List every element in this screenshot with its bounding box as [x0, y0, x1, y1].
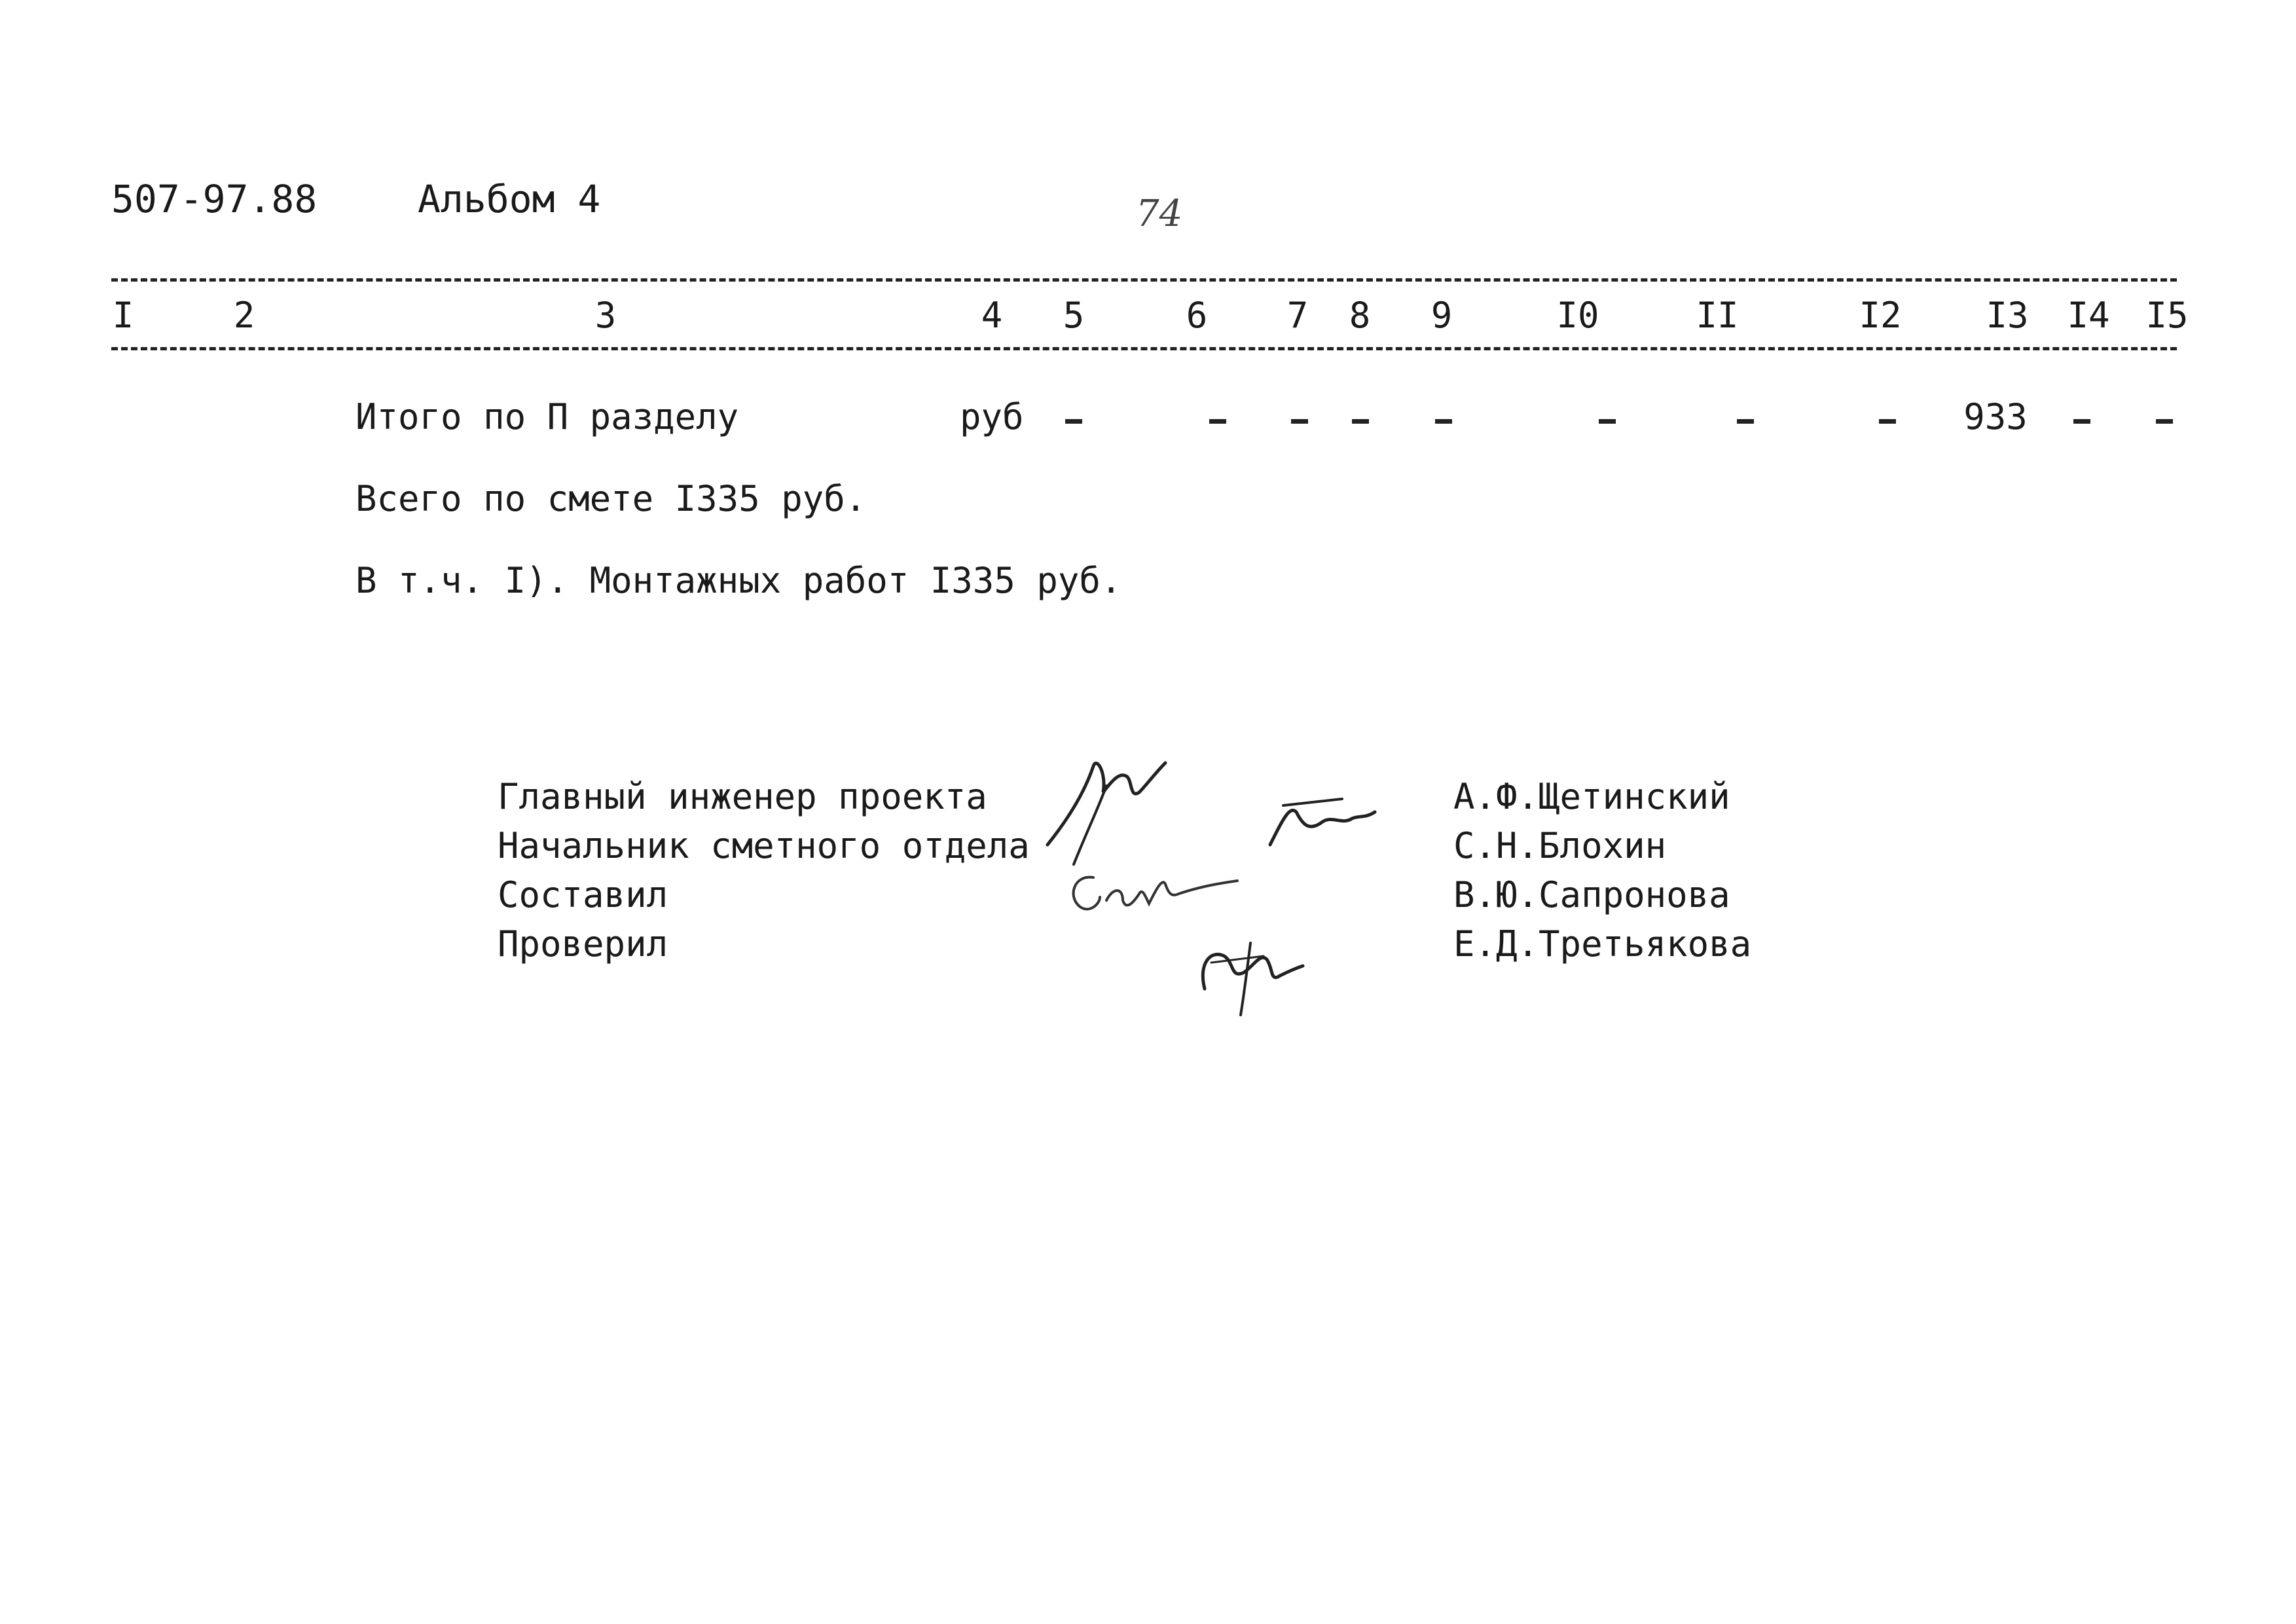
dashed-rule-top	[111, 278, 2177, 282]
column-number: 7	[1286, 295, 1309, 336]
summary-value-dash	[1209, 419, 1226, 424]
summary-value-dash	[1599, 419, 1616, 424]
column-number: 8	[1349, 295, 1371, 336]
column-number: 6	[1186, 295, 1208, 336]
summary-value-dash	[1435, 419, 1452, 424]
column-number: 5	[1063, 295, 1085, 336]
column-number: 3	[594, 295, 617, 336]
handwritten-page-number	[1133, 190, 1192, 236]
summary-value-col13: 933	[1963, 396, 2028, 437]
signatory-name: Е.Д.Третьякова	[1453, 923, 1752, 965]
signature-titles	[498, 776, 1030, 976]
signature-names	[1453, 776, 1752, 976]
column-number: I	[112, 295, 134, 336]
svg-text:74: 74	[1136, 193, 1183, 235]
summary-value-dash	[1065, 419, 1082, 424]
signature-title: Начальник сметного отдела	[498, 825, 1030, 866]
column-number: 2	[233, 295, 255, 336]
signatory-name: В.Ю.Сапронова	[1453, 874, 1730, 915]
dashed-rule-bottom	[111, 347, 2177, 350]
summary-row-label: Итого по П разделу	[355, 396, 739, 437]
summary-value-dash	[2073, 419, 2090, 424]
signature-title: Проверил	[498, 923, 668, 965]
summary-row-unit: руб	[960, 396, 1024, 437]
signatory-name: А.Ф.Щетинский	[1453, 776, 1730, 817]
signature-title: Составил	[498, 874, 668, 915]
installation-works-line: В т.ч. I). Монтажных работ I335 руб.	[355, 560, 1122, 601]
album-label: Альбом 4	[418, 177, 601, 221]
column-number: I0	[1556, 295, 1599, 336]
document-code: 507-97.88	[111, 177, 318, 221]
column-number: 4	[981, 295, 1003, 336]
column-number: I3	[1986, 295, 2029, 336]
column-number: 9	[1430, 295, 1453, 336]
column-number: I2	[1859, 295, 1902, 336]
column-number: I5	[2145, 295, 2189, 336]
summary-value-dash	[1352, 419, 1369, 424]
summary-value-dash	[1879, 419, 1896, 424]
summary-value-dash	[1737, 419, 1754, 424]
signatory-name: С.Н.Блохин	[1453, 825, 1667, 866]
summary-value-dash	[2156, 419, 2173, 424]
handwritten-signatures	[1034, 747, 1401, 1022]
column-number: II	[1696, 295, 1739, 336]
summary-value-dash	[1291, 419, 1308, 424]
column-number: I4	[2067, 295, 2110, 336]
signature-title: Главный инженер проекта	[498, 776, 987, 817]
total-estimate-line: Всего по смете I335 руб.	[355, 478, 867, 519]
